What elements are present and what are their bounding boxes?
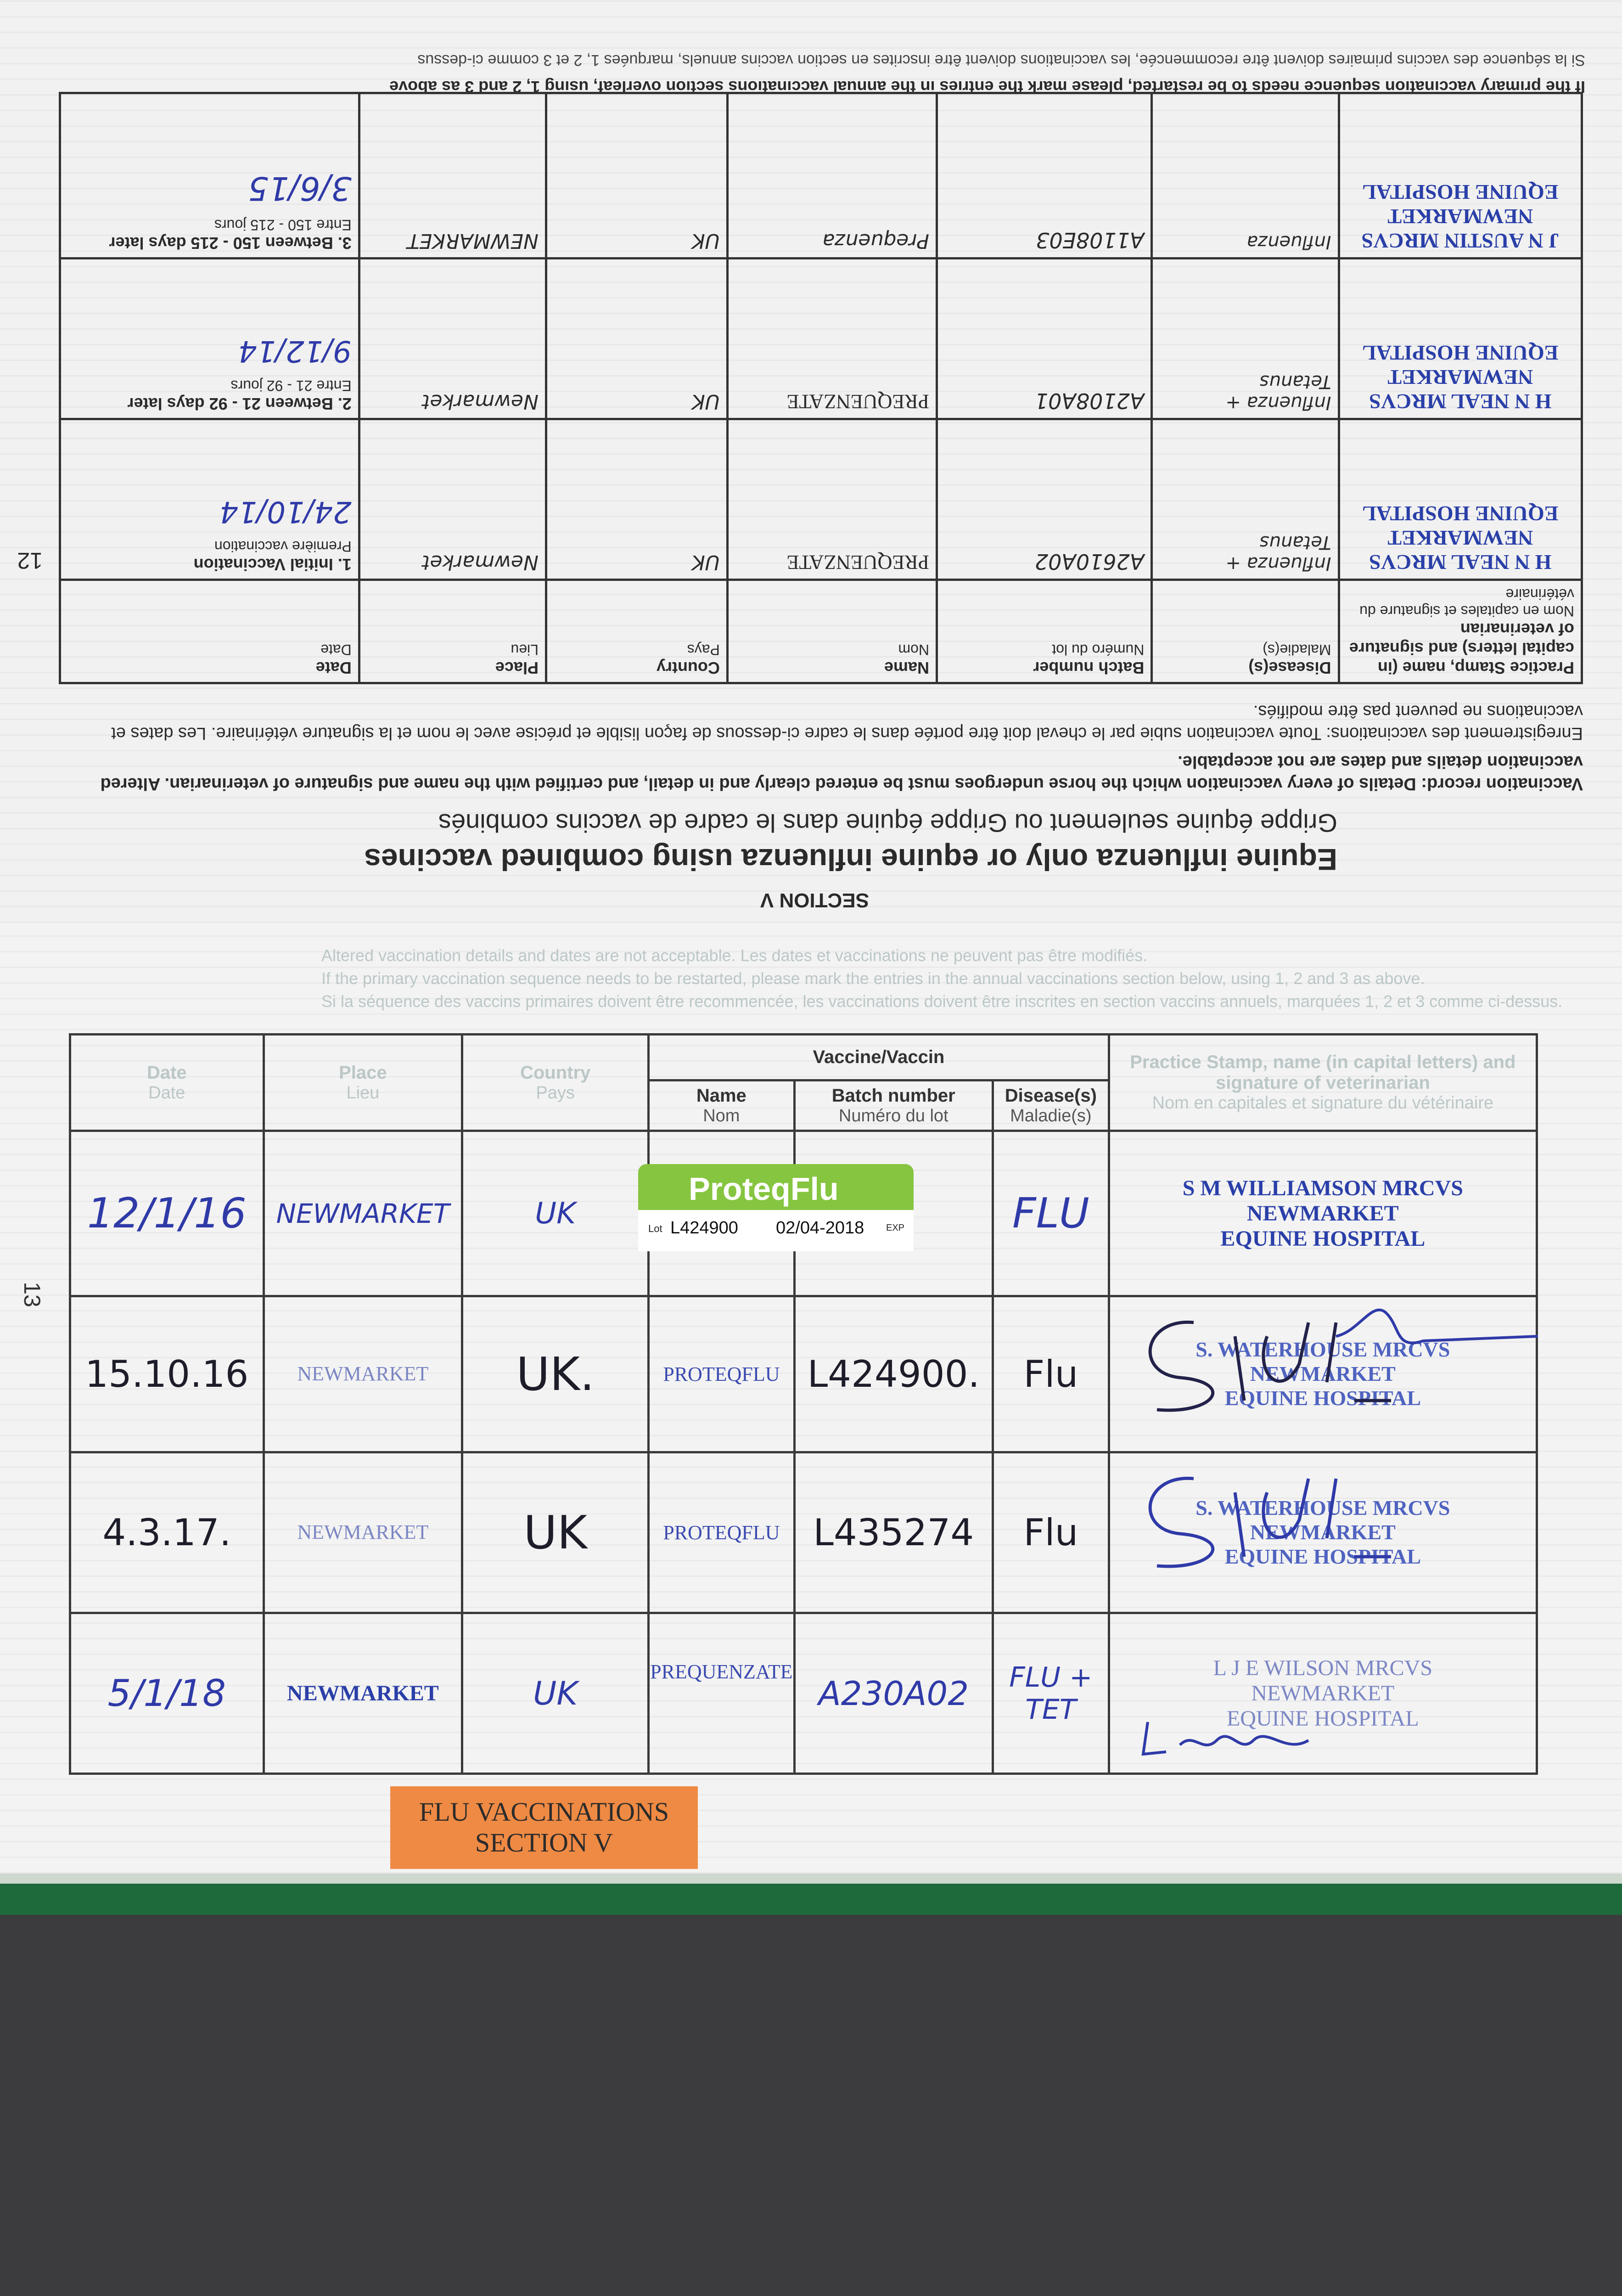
header-stamp: Practice Stamp, name (in capital letters) and signature of veterinarian Nom en capitales et signature du vétérinaire xyxy=(1339,580,1582,683)
stamp-cell: J N AUSTIN MRCVS NEWMARKET EQUINE HOSPITAL xyxy=(1339,93,1582,259)
sticker-expiry: 02/04-2018 xyxy=(776,1218,864,1238)
disease-cell: Influenza xyxy=(1152,93,1339,259)
stamp-cell: H N NEAL MRCVS NEWMARKET EQUINE HOSPITAL xyxy=(1339,419,1582,580)
stamp-cell: S M WILLIAMSON MRCVS NEWMARKET EQUINE HOSPITAL xyxy=(1109,1131,1537,1296)
scanner-background xyxy=(0,1915,1622,2296)
upper-page-rotated-content xyxy=(0,0,1622,923)
faded-note-3: Si la séquence des vaccins primaires doivent être recommencée, les vaccinations doivent être inscrites en section vaccins annuels, marquées 1, 2 et 3 comme ci-dessus. xyxy=(321,992,1563,1011)
country-cell: UK xyxy=(462,1613,649,1774)
place-cell: NEWMARKET xyxy=(264,1296,462,1452)
vaccine-name-cell: Prequenza xyxy=(727,93,937,259)
footer-note-en: If the primary vaccination sequence needs to be restarted, please mark the entries in the annual vaccinations section overleaf, using 1, 2 and 3 as above xyxy=(389,78,1585,96)
upper-page xyxy=(0,0,1622,923)
date-cell: 12/1/16 xyxy=(70,1131,264,1296)
header-place: Place Lieu xyxy=(264,1035,462,1131)
proteqflu-batch-sticker xyxy=(638,1164,914,1251)
disease-cell: Influenza + Tetanus xyxy=(1152,419,1339,580)
signature-scribble-4 xyxy=(1139,1713,1313,1763)
batch-cell: A1108E03 xyxy=(937,93,1152,259)
book-page-edge xyxy=(0,1874,1622,1884)
tab-label-line-2: SECTION V xyxy=(475,1828,613,1857)
disease-cell: Flu xyxy=(993,1296,1109,1452)
vaccine-name-cell: PROTEQFLU xyxy=(649,1296,794,1452)
header-vaccine: Vaccine/Vaccin xyxy=(649,1035,1109,1080)
section-title-fr: Grippe équine seulement ou Grippe équine dans le cadre de vaccins combinés xyxy=(438,809,1337,838)
place-cell: NEWMARKET xyxy=(359,93,546,259)
upper-row-1 xyxy=(60,419,1582,580)
sticker-brand: ProteqFlu xyxy=(689,1171,839,1207)
stamp-cell: H N NEAL MRCVS NEWMARKET EQUINE HOSPITAL xyxy=(1339,259,1582,419)
stamp-cell: L J E WILSON MRCVS NEWMARKET EQUINE HOSPITAL xyxy=(1109,1613,1537,1774)
country-cell: UK xyxy=(546,259,727,419)
sticker-brand-band xyxy=(638,1164,914,1210)
header-name: Name Nom xyxy=(649,1080,794,1131)
sticker-exp-label: EXP xyxy=(886,1223,905,1233)
faded-note-2: If the primary vaccination sequence needs to be restarted, please mark the entries in the annual vaccinations section below, using 1, 2 and 3 as above. xyxy=(321,969,1425,988)
place-cell: NEWMARKET xyxy=(264,1131,462,1296)
vaccine-name-cell: PREQUENZATE xyxy=(727,259,937,419)
page-number: 12 xyxy=(17,548,43,574)
disease-cell: FLU + TET xyxy=(993,1613,1109,1774)
section-label: SECTION V xyxy=(760,889,869,912)
batch-cell: A230A02 xyxy=(794,1613,993,1774)
header-disease: Disease(s) Maladie(s) xyxy=(993,1080,1109,1131)
date-cell: 1. Initial Vaccination Première vaccination 24/10/14 xyxy=(60,419,359,580)
date-cell: 5/1/18 xyxy=(70,1613,264,1774)
faded-note-1: Altered vaccination details and dates are not acceptable. Les dates et vaccinations ne peuvent pas être modifiés. xyxy=(321,946,1148,965)
header-place: Place Lieu xyxy=(359,580,546,683)
header-stamp: Practice Stamp, name (in capital letters) and signature of veterinarian Nom en capitales et signature du vétérinaire xyxy=(1109,1035,1537,1131)
sticker-lot: L424900 xyxy=(670,1218,738,1238)
vaccine-name-cell: PROTEQFLU xyxy=(649,1452,794,1613)
disease-cell: Influenza + Tetanus xyxy=(1152,259,1339,419)
footer-note-fr: Si la séquence des vaccins primaires doivent être recommencée, les vaccinations doivent être inscrites en section vaccins annuels, marquées 1, 2 et 3 comme ci-dessus xyxy=(417,51,1585,69)
batch-cell: L435274 xyxy=(794,1452,993,1613)
place-cell: NEWMARKET xyxy=(264,1613,462,1774)
page-number: 13 xyxy=(19,1282,45,1307)
upper-vaccination-table xyxy=(59,92,1583,684)
header-date: Date Date xyxy=(70,1035,264,1131)
date-cell: 4.3.17. xyxy=(70,1452,264,1613)
sticker-lot-label: Lot xyxy=(648,1223,662,1234)
country-cell: UK xyxy=(546,419,727,580)
tab-label-line-1: FLU VACCINATIONS xyxy=(419,1797,669,1827)
instruction-fr: Enregistrement des vaccinations: Toute vaccination subie par le cheval doit être portée dans le cadre ci-dessous de façon lisible et précise avec le nom et la signature vétérinaire. Les dates et vaccinations ne peuvent pas être modifiés. xyxy=(111,702,1583,743)
instruction-en: Vaccination record: Details of every vaccination which the horse undergoes must be entered clearly and in detail, and certified with the name and signature of veterinarian. Altered vaccination details and dates are not acceptable. xyxy=(100,752,1583,793)
vaccine-name-cell: PREQUENZATE xyxy=(649,1613,794,1774)
batch-cell: A2108A01 xyxy=(937,259,1152,419)
country-cell: UK xyxy=(462,1131,649,1296)
place-cell: Newmarket xyxy=(359,419,546,580)
header-name: Name Nom xyxy=(727,580,937,683)
stamp-cell: S. WATERHOUSE MRCVS NEWMARKET EQUINE HOSPITAL xyxy=(1109,1296,1537,1452)
country-cell: UK xyxy=(462,1452,649,1613)
signature-scribble-2 xyxy=(1116,1309,1409,1428)
batch-cell: L424900. xyxy=(794,1296,993,1452)
disease-cell: FLU xyxy=(993,1131,1109,1296)
section-title: Equine influenza only or equine influenza using combined vaccines xyxy=(364,843,1337,877)
place-cell: Newmarket xyxy=(359,259,546,419)
date-cell: 3. Between 150 - 215 days later Entre 150 - 215 jours 3/6/15 xyxy=(60,93,359,259)
batch-cell: A2610A02 xyxy=(937,419,1152,580)
stamp-cell: S. WATERHOUSE MRCVS NEWMARKET EQUINE HOSPITAL xyxy=(1109,1452,1537,1613)
upper-row-2 xyxy=(60,259,1582,419)
header-date: Date Date xyxy=(60,580,359,683)
country-cell: UK. xyxy=(462,1296,649,1452)
header-batch: Batch number Numéro du lot xyxy=(794,1080,993,1131)
place-cell: NEWMARKET xyxy=(264,1452,462,1613)
vaccine-name-cell: PREQUENZATE xyxy=(727,419,937,580)
sticker-lot-band xyxy=(638,1210,914,1251)
table-row xyxy=(70,1613,1537,1774)
header-batch: Batch number Numéro du lot xyxy=(937,580,1152,683)
header-country: Country Pays xyxy=(462,1035,649,1131)
country-cell: UK xyxy=(546,93,727,259)
disease-cell: Flu xyxy=(993,1452,1109,1613)
header-country: Country Pays xyxy=(546,580,727,683)
signature-scribble-3 xyxy=(1116,1465,1409,1584)
header-disease: Disease(s) Maladie(s) xyxy=(1152,580,1339,683)
date-cell: 15.10.16 xyxy=(70,1296,264,1452)
date-cell: 2. Between 21 - 92 days later Entre 21 - 92 jours 9/12/14 xyxy=(60,259,359,419)
section-tab-label xyxy=(390,1786,698,1869)
upper-row-3 xyxy=(60,93,1582,259)
